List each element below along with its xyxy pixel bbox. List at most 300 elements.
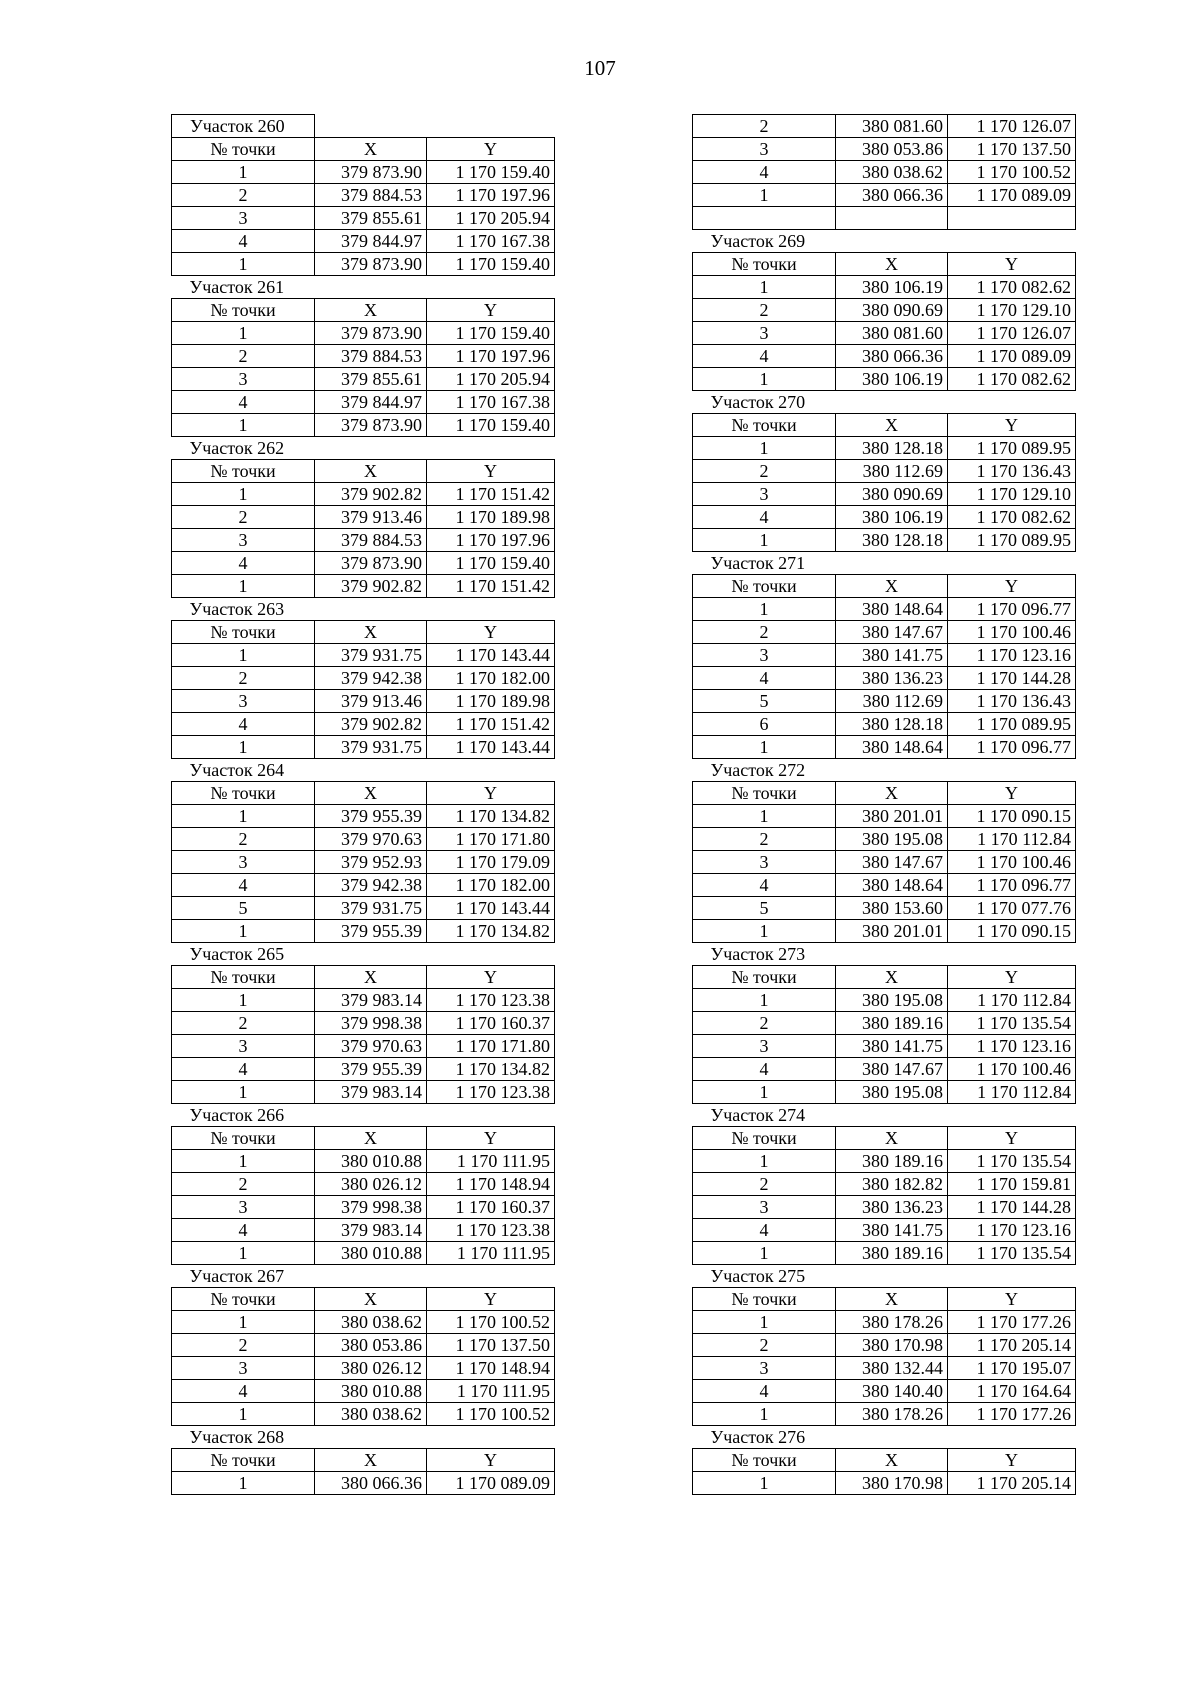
y-coordinate: 1 170 160.37 (427, 1196, 555, 1219)
plot-title: Участок 276 (710, 1427, 806, 1447)
x-coordinate: 379 955.39 (315, 805, 427, 828)
table-row (693, 874, 1076, 897)
point-number: 2 (693, 1334, 836, 1357)
x-coordinate: 380 189.16 (836, 1012, 948, 1035)
y-header: Y (948, 1449, 1076, 1472)
point-number: 4 (172, 713, 315, 736)
y-coordinate: 1 170 137.50 (427, 1334, 555, 1357)
table-row (693, 1472, 1076, 1495)
table-row (693, 437, 1076, 460)
y-coordinate: 1 170 144.28 (948, 1196, 1076, 1219)
table-row (172, 345, 555, 368)
x-coordinate: 379 873.90 (315, 253, 427, 276)
x-coordinate: 379 955.39 (315, 1058, 427, 1081)
point-number: 3 (693, 644, 836, 667)
table-header-row (693, 1449, 1076, 1472)
point-number: 1 (693, 1472, 836, 1495)
plot-title-row (172, 1104, 555, 1127)
y-coordinate: 1 170 182.00 (427, 874, 555, 897)
table-row (172, 506, 555, 529)
point-number: 3 (172, 529, 315, 552)
table-row (693, 345, 1076, 368)
plot-title-row (693, 552, 1076, 575)
y-coordinate: 1 170 159.40 (427, 552, 555, 575)
plot-title-row (172, 1265, 555, 1288)
point-number-header: № точки (172, 1449, 315, 1472)
x-coordinate: 380 147.67 (836, 851, 948, 874)
empty-cell (836, 207, 948, 230)
table-row (172, 713, 555, 736)
point-number: 4 (172, 552, 315, 575)
x-coordinate: 379 873.90 (315, 161, 427, 184)
y-header: Y (948, 1127, 1076, 1150)
table-row (693, 1380, 1076, 1403)
table-row (693, 529, 1076, 552)
point-number-header: № точки (172, 621, 315, 644)
table-header-row (172, 621, 555, 644)
x-coordinate: 379 998.38 (315, 1196, 427, 1219)
y-header: Y (427, 299, 555, 322)
point-number: 1 (693, 184, 836, 207)
table-row (172, 483, 555, 506)
x-coordinate: 379 855.61 (315, 368, 427, 391)
y-header: Y (948, 782, 1076, 805)
empty-cell (315, 1426, 555, 1449)
point-number-header: № точки (693, 414, 836, 437)
point-number: 1 (693, 736, 836, 759)
point-number: 1 (693, 437, 836, 460)
point-number: 4 (693, 506, 836, 529)
table-row (693, 621, 1076, 644)
empty-cell (836, 552, 1076, 575)
y-coordinate: 1 170 090.15 (948, 805, 1076, 828)
x-header: X (315, 621, 427, 644)
table-row (693, 805, 1076, 828)
x-coordinate: 379 873.90 (315, 552, 427, 575)
plot-title: Участок 264 (189, 760, 285, 780)
table-row (172, 414, 555, 437)
point-number: 2 (693, 460, 836, 483)
point-number: 2 (172, 184, 315, 207)
table-row (172, 1035, 555, 1058)
x-coordinate: 380 195.08 (836, 1081, 948, 1104)
y-coordinate: 1 170 100.52 (948, 161, 1076, 184)
table-row (172, 322, 555, 345)
y-coordinate: 1 170 148.94 (427, 1357, 555, 1380)
x-coordinate: 379 855.61 (315, 207, 427, 230)
point-number: 3 (693, 851, 836, 874)
y-coordinate: 1 170 112.84 (948, 828, 1076, 851)
table-row (172, 989, 555, 1012)
table-row (172, 230, 555, 253)
y-header: Y (948, 253, 1076, 276)
point-number: 1 (693, 598, 836, 621)
point-number: 1 (172, 161, 315, 184)
plot-title: Участок 275 (710, 1266, 806, 1286)
point-number: 4 (172, 874, 315, 897)
point-number: 2 (693, 621, 836, 644)
empty-cell (315, 115, 555, 138)
y-coordinate: 1 170 143.44 (427, 897, 555, 920)
x-header: X (836, 1127, 948, 1150)
x-coordinate: 379 942.38 (315, 667, 427, 690)
x-coordinate: 379 942.38 (315, 874, 427, 897)
table-row (172, 1058, 555, 1081)
x-header: X (315, 460, 427, 483)
empty-cell (315, 1104, 555, 1127)
y-coordinate: 1 170 167.38 (427, 391, 555, 414)
plot-title: Участок 266 (189, 1105, 285, 1125)
x-coordinate: 380 026.12 (315, 1173, 427, 1196)
x-coordinate: 380 106.19 (836, 276, 948, 299)
x-coordinate: 379 913.46 (315, 690, 427, 713)
y-coordinate: 1 170 151.42 (427, 713, 555, 736)
y-coordinate: 1 170 100.46 (948, 1058, 1076, 1081)
x-coordinate: 380 141.75 (836, 1035, 948, 1058)
point-number: 1 (693, 1150, 836, 1173)
point-number: 1 (172, 805, 315, 828)
coordinates-table-left (171, 114, 555, 1495)
x-header: X (315, 1127, 427, 1150)
x-coordinate: 380 106.19 (836, 368, 948, 391)
table-row (693, 1334, 1076, 1357)
table-row (693, 1081, 1076, 1104)
point-number: 1 (172, 736, 315, 759)
y-coordinate: 1 170 129.10 (948, 483, 1076, 506)
y-coordinate: 1 170 160.37 (427, 1012, 555, 1035)
x-header: X (836, 253, 948, 276)
y-coordinate: 1 170 123.16 (948, 1035, 1076, 1058)
point-number-header: № точки (172, 1127, 315, 1150)
table-row (693, 276, 1076, 299)
point-number: 2 (693, 299, 836, 322)
point-number-header: № точки (693, 1288, 836, 1311)
y-coordinate: 1 170 189.98 (427, 690, 555, 713)
plot-title-row (172, 276, 555, 299)
table-row (693, 1219, 1076, 1242)
x-coordinate: 380 132.44 (836, 1357, 948, 1380)
x-coordinate: 380 038.62 (836, 161, 948, 184)
y-coordinate: 1 170 100.52 (427, 1403, 555, 1426)
table-row (172, 1403, 555, 1426)
point-number: 2 (693, 828, 836, 851)
y-header: Y (948, 575, 1076, 598)
y-coordinate: 1 170 159.40 (427, 414, 555, 437)
point-number: 3 (693, 1196, 836, 1219)
table-header-row (172, 138, 555, 161)
table-row (172, 1012, 555, 1035)
y-coordinate: 1 170 151.42 (427, 483, 555, 506)
point-number: 1 (693, 805, 836, 828)
y-coordinate: 1 170 136.43 (948, 690, 1076, 713)
plot-title-row (172, 437, 555, 460)
table-header-row (172, 299, 555, 322)
y-coordinate: 1 170 112.84 (948, 989, 1076, 1012)
plot-title: Участок 269 (710, 231, 806, 251)
x-coordinate: 380 148.64 (836, 874, 948, 897)
point-number: 4 (172, 1219, 315, 1242)
y-coordinate: 1 170 134.82 (427, 805, 555, 828)
table-row (172, 161, 555, 184)
table-row (693, 460, 1076, 483)
x-coordinate: 380 090.69 (836, 299, 948, 322)
point-number: 4 (693, 345, 836, 368)
y-coordinate: 1 170 195.07 (948, 1357, 1076, 1380)
y-coordinate: 1 170 177.26 (948, 1403, 1076, 1426)
table-row (172, 552, 555, 575)
table-row (172, 805, 555, 828)
y-coordinate: 1 170 100.46 (948, 621, 1076, 644)
y-coordinate: 1 170 134.82 (427, 1058, 555, 1081)
table-row (172, 828, 555, 851)
plot-title-row (693, 759, 1076, 782)
point-number: 1 (172, 322, 315, 345)
table-row (172, 1472, 555, 1495)
table-header-row (693, 966, 1076, 989)
y-coordinate: 1 170 129.10 (948, 299, 1076, 322)
x-coordinate: 380 147.67 (836, 1058, 948, 1081)
y-coordinate: 1 170 126.07 (948, 322, 1076, 345)
y-coordinate: 1 170 164.64 (948, 1380, 1076, 1403)
table-header-row (172, 1288, 555, 1311)
plot-title: Участок 273 (710, 944, 806, 964)
y-coordinate: 1 170 205.94 (427, 207, 555, 230)
table-row (693, 1150, 1076, 1173)
x-coordinate: 380 010.88 (315, 1380, 427, 1403)
y-coordinate: 1 170 112.84 (948, 1081, 1076, 1104)
x-header: X (315, 1288, 427, 1311)
y-coordinate: 1 170 089.09 (948, 184, 1076, 207)
table-row (693, 828, 1076, 851)
point-number-header: № точки (172, 460, 315, 483)
table-row (693, 299, 1076, 322)
table-row (693, 1196, 1076, 1219)
x-coordinate: 380 010.88 (315, 1242, 427, 1265)
x-coordinate: 380 195.08 (836, 989, 948, 1012)
x-coordinate: 379 983.14 (315, 1219, 427, 1242)
y-coordinate: 1 170 134.82 (427, 920, 555, 943)
point-number: 2 (172, 1012, 315, 1035)
y-coordinate: 1 170 123.38 (427, 1219, 555, 1242)
y-coordinate: 1 170 096.77 (948, 598, 1076, 621)
point-number: 2 (172, 667, 315, 690)
table-header-row (693, 575, 1076, 598)
table-row (172, 253, 555, 276)
x-coordinate: 379 902.82 (315, 713, 427, 736)
y-header: Y (948, 1288, 1076, 1311)
point-number: 2 (693, 115, 836, 138)
x-coordinate: 380 189.16 (836, 1150, 948, 1173)
y-coordinate: 1 170 089.95 (948, 437, 1076, 460)
table-row (693, 851, 1076, 874)
plot-title: Участок 272 (710, 760, 806, 780)
y-coordinate: 1 170 111.95 (427, 1150, 555, 1173)
y-coordinate: 1 170 096.77 (948, 874, 1076, 897)
blank-row (693, 207, 1076, 230)
x-coordinate: 380 178.26 (836, 1311, 948, 1334)
table-row (172, 851, 555, 874)
plot-title-row (693, 391, 1076, 414)
x-coordinate: 380 128.18 (836, 713, 948, 736)
x-coordinate: 380 026.12 (315, 1357, 427, 1380)
x-coordinate: 380 141.75 (836, 1219, 948, 1242)
table-row (693, 1311, 1076, 1334)
table-row (693, 1058, 1076, 1081)
y-coordinate: 1 170 123.38 (427, 989, 555, 1012)
x-coordinate: 380 106.19 (836, 506, 948, 529)
y-coordinate: 1 170 077.76 (948, 897, 1076, 920)
plot-title-row (693, 943, 1076, 966)
x-coordinate: 379 873.90 (315, 414, 427, 437)
x-coordinate: 379 844.97 (315, 230, 427, 253)
point-number: 1 (172, 1150, 315, 1173)
x-coordinate: 380 201.01 (836, 920, 948, 943)
x-coordinate: 380 081.60 (836, 322, 948, 345)
table-row (693, 690, 1076, 713)
table-row (172, 920, 555, 943)
point-number: 1 (172, 920, 315, 943)
x-coordinate: 380 136.23 (836, 667, 948, 690)
plot-title-row (172, 759, 555, 782)
table-row (693, 1012, 1076, 1035)
x-header: X (315, 782, 427, 805)
table-header-row (172, 1127, 555, 1150)
plot-title: Участок 267 (189, 1266, 285, 1286)
table-header-row (172, 1449, 555, 1472)
point-number: 6 (693, 713, 836, 736)
point-number: 4 (693, 874, 836, 897)
table-row (693, 1173, 1076, 1196)
y-coordinate: 1 170 126.07 (948, 115, 1076, 138)
point-number: 2 (172, 1334, 315, 1357)
point-number: 4 (693, 667, 836, 690)
table-row (172, 1196, 555, 1219)
table-row (693, 184, 1076, 207)
point-number: 3 (172, 368, 315, 391)
table-row (693, 713, 1076, 736)
x-coordinate: 379 902.82 (315, 483, 427, 506)
y-coordinate: 1 170 137.50 (948, 138, 1076, 161)
y-coordinate: 1 170 135.54 (948, 1012, 1076, 1035)
y-coordinate: 1 170 090.15 (948, 920, 1076, 943)
y-coordinate: 1 170 159.40 (427, 253, 555, 276)
x-coordinate: 380 170.98 (836, 1334, 948, 1357)
x-header: X (836, 966, 948, 989)
point-number: 4 (693, 1380, 836, 1403)
point-number-header: № точки (172, 1288, 315, 1311)
point-number: 1 (693, 1081, 836, 1104)
plot-title: Участок 261 (189, 277, 285, 297)
x-header: X (315, 138, 427, 161)
table-row (172, 1311, 555, 1334)
table-header-row (172, 966, 555, 989)
table-row (172, 529, 555, 552)
table-row (693, 736, 1076, 759)
x-coordinate: 379 873.90 (315, 322, 427, 345)
table-row (172, 368, 555, 391)
x-coordinate: 380 189.16 (836, 1242, 948, 1265)
point-number: 4 (172, 230, 315, 253)
x-coordinate: 380 195.08 (836, 828, 948, 851)
table-row (172, 1081, 555, 1104)
y-coordinate: 1 170 205.94 (427, 368, 555, 391)
x-coordinate: 380 153.60 (836, 897, 948, 920)
y-coordinate: 1 170 159.81 (948, 1173, 1076, 1196)
y-coordinate: 1 170 089.09 (948, 345, 1076, 368)
empty-cell (693, 207, 836, 230)
x-coordinate: 380 053.86 (836, 138, 948, 161)
point-number: 3 (172, 1035, 315, 1058)
point-number: 1 (172, 1403, 315, 1426)
x-header: X (315, 966, 427, 989)
x-coordinate: 379 983.14 (315, 989, 427, 1012)
x-coordinate: 380 141.75 (836, 644, 948, 667)
point-number: 4 (693, 1219, 836, 1242)
plot-title: Участок 270 (710, 392, 806, 412)
x-coordinate: 380 090.69 (836, 483, 948, 506)
coordinates-table-right (692, 114, 1076, 1495)
table-row (693, 368, 1076, 391)
y-header: Y (948, 966, 1076, 989)
plot-title-row (693, 1265, 1076, 1288)
point-number: 5 (693, 897, 836, 920)
point-number: 1 (172, 575, 315, 598)
y-coordinate: 1 170 171.80 (427, 1035, 555, 1058)
x-coordinate: 379 931.75 (315, 644, 427, 667)
point-number-header: № точки (693, 1449, 836, 1472)
table-row (172, 1219, 555, 1242)
point-number: 2 (172, 345, 315, 368)
table-row (693, 322, 1076, 345)
plot-title: Участок 271 (710, 553, 806, 573)
table-row (172, 1357, 555, 1380)
x-header: X (315, 299, 427, 322)
y-coordinate: 1 170 197.96 (427, 529, 555, 552)
table-row (172, 1150, 555, 1173)
y-coordinate: 1 170 111.95 (427, 1242, 555, 1265)
x-coordinate: 379 983.14 (315, 1081, 427, 1104)
table-header-row (693, 253, 1076, 276)
x-coordinate: 379 884.53 (315, 345, 427, 368)
point-number: 1 (693, 989, 836, 1012)
x-coordinate: 379 952.93 (315, 851, 427, 874)
table-row (172, 897, 555, 920)
empty-cell (836, 1265, 1076, 1288)
point-number-header: № точки (172, 138, 315, 161)
y-header: Y (427, 1127, 555, 1150)
point-number-header: № точки (693, 1127, 836, 1150)
x-header: X (836, 782, 948, 805)
point-number: 1 (172, 644, 315, 667)
y-coordinate: 1 170 143.44 (427, 644, 555, 667)
point-number: 1 (693, 276, 836, 299)
table-row (693, 1242, 1076, 1265)
table-header-row (693, 414, 1076, 437)
y-coordinate: 1 170 144.28 (948, 667, 1076, 690)
y-header: Y (948, 414, 1076, 437)
x-coordinate: 379 902.82 (315, 575, 427, 598)
table-row (693, 138, 1076, 161)
point-number: 1 (693, 1311, 836, 1334)
table-row (172, 690, 555, 713)
empty-cell (315, 1265, 555, 1288)
x-coordinate: 380 010.88 (315, 1150, 427, 1173)
y-coordinate: 1 170 135.54 (948, 1150, 1076, 1173)
y-coordinate: 1 170 151.42 (427, 575, 555, 598)
table-row (172, 391, 555, 414)
empty-cell (315, 276, 555, 299)
table-row (693, 644, 1076, 667)
